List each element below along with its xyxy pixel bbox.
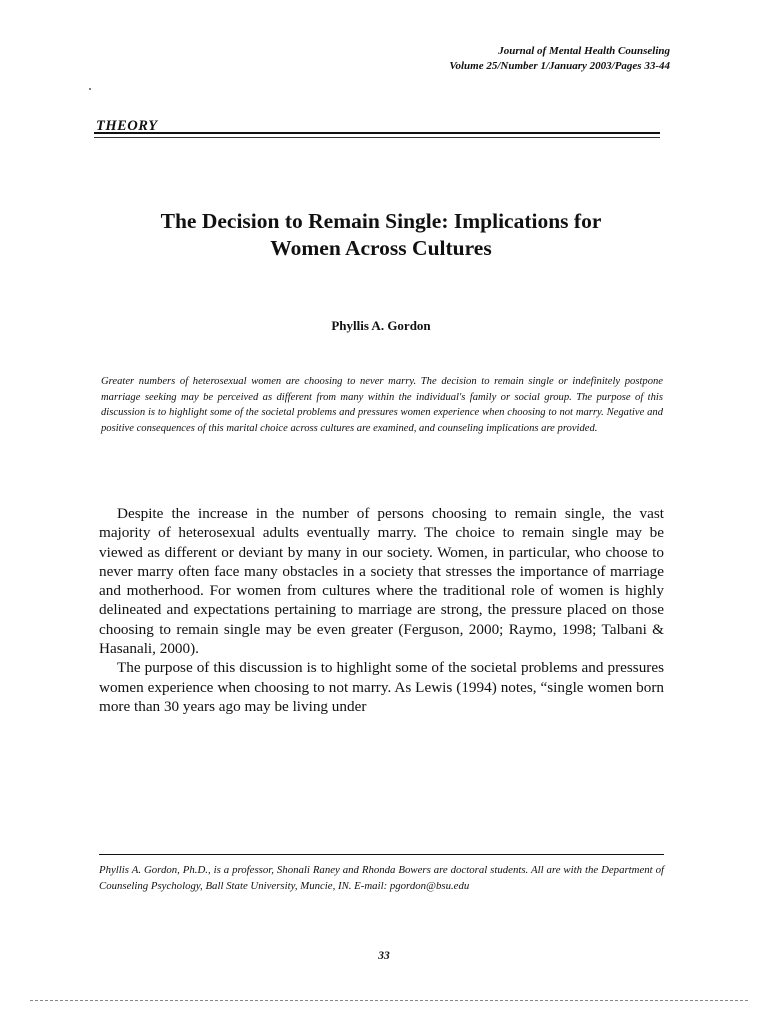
page-number: 33: [378, 950, 390, 962]
volume-info: Volume 25/Number 1/January 2003/Pages 33-44: [449, 60, 670, 72]
abstract: Greater numbers of heterosexual women are choosing to never marry. The decision to remain single or indefinitely postpone marriage seeking may be perceived as different from many within the individual's family or social group. The purpose of this discussion is to highlight some of the societal problems and pressures women experience when choosing to not marry. Negative and positive consequences of this marital choice across cultures are examined, and counseling implications are provided.: [101, 376, 663, 434]
journal-header: [449, 44, 670, 74]
title-line-1: The Decision to Remain Single: Implications for: [160, 209, 602, 233]
article-title: [98, 208, 664, 262]
section-label: THEORY: [96, 118, 158, 134]
section-rule: [94, 132, 660, 134]
section-rule-thin: [94, 137, 660, 138]
body-paragraph: The purpose of this discussion is to highlight some of the societal problems and pressures women experience when choosing to not marry. As Lewis (1994) notes, “single women born more than 30 years ago may be living under: [99, 659, 664, 715]
author-footnote: Phyllis A. Gordon, Ph.D., is a professor, Shonali Raney and Rhonda Bowers are doctoral students. All are with the Department of Counseling Psychology, Ball State University, Muncie, IN. E-mail: pgordon@bsu.edu: [99, 864, 664, 892]
journal-name: Journal of Mental Health Counseling: [498, 45, 670, 57]
scan-edge: [30, 1000, 748, 1001]
scan-speck: [89, 88, 91, 90]
title-line-2: Women Across Cultures: [270, 236, 492, 260]
body-paragraph: Despite the increase in the number of persons choosing to remain single, the vast majority of heterosexual adults eventually marry. The choice to remain single may be viewed as different or deviant by many in our society. Women, in particular, who choose to never marry often face many obstacles in a society that stresses the importance of marriage and motherhood. For women from cultures where the traditional role of women is highly delineated and expectations pertaining to marriage are strong, the pressure placed on those choosing to remain single may be even greater (Ferguson, 2000; Raymo, 1998; Talbani & Hasanali, 2000).: [99, 505, 664, 658]
author-name: Phyllis A. Gordon: [331, 318, 431, 333]
body-text: [99, 504, 664, 716]
footnote-rule: [99, 854, 664, 855]
